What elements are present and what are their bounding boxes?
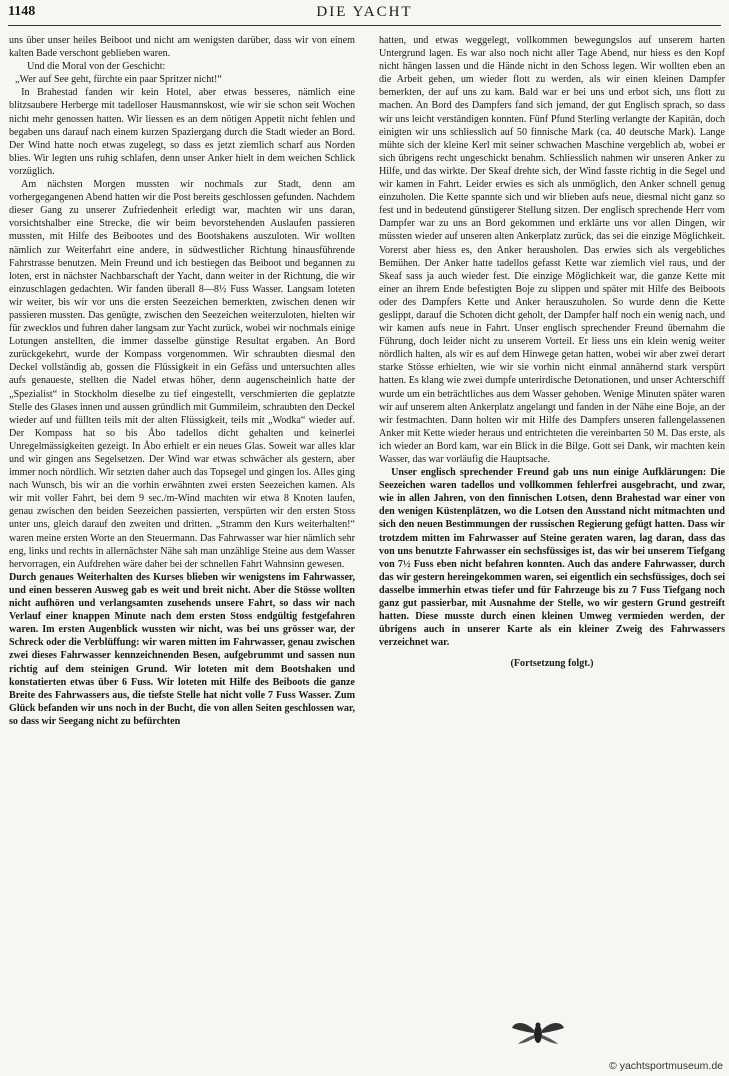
- page-header: [8, 2, 721, 24]
- continuation-note: (Fortsetzung folgt.): [510, 658, 594, 670]
- paragraph: Durch genaues Weiterhalten des Kurses blieben wir wenigstens im Fahrwasser, und einen besseren Ausweg gab es weit und breit nicht. Aber die Stösse wollten nicht aufhören und verlangsamten zusehends unsere Fahrt, so dass wir nach Verlauf einer knappen Minute nach dem ersten Stoss endgültig festgefahren waren. Im ersten Augenblick wussten wir nicht, was bei uns grösser war, der Schreck oder die Verblüffung: wir waren mitten im Fahrwasser, genau zwischen zwei dieses Fahrwasser kennzeichnenden Besen, aufgebrummt und sassen nun richtig auf dem steinigen Grund. Wir loteten mit dem Bootshaken und konstatierten etwas über 6 Fuss. Wir loteten mit Hilfe des Beiboots die ganze Breite des Fahrwassers aus, die tiefste Stelle hat nicht volle 7 Fuss Wasser. Zum Glück befanden wir uns noch in der Bucht, die von allen Seiten geschlossen war, so dass wir Seegang nicht zu befürchten: [9, 571, 355, 727]
- winged-insect-ornament-icon: [510, 1018, 566, 1046]
- paragraph: Am nächsten Morgen mussten wir nochmals zur Stadt, denn am vorhergegangenen Abend hatten wir die Post bereits geschlossen gefunden. Nachdem dieser Gang zu unserer Zufriedenheit erledigt war, machten wir uns daran, vorsichtshalber eine Strecke, die wir beim bevorstehenden Auslaufen passieren mussten, mit Hilfe des Beibootes und des Bootshakens auszuloten. Wir wollten nämlich zur Weiterfahrt eine andere, in südwestlicher Richtung hinausführende Fahrstrasse benutzen. Mein Freund und ich bestiegen das Beiboot und begannen zu loten, erst in nächster Nachbarschaft der Yacht, dann weiter in der Richtung, die wir einzuschlagen gedachten. Wir fanden überall 8—8½ Fuss Wasser. Langsam loteten wir weiter, bis wir vor uns die ersten Seezeichen bemerkten, zwischen denen wir passieren mussten. Das genügte, zwischen den Seezeichen weiterzuloten, hielten wir für zwecklos und fuhren daher langsam zur Yacht zurück, wobei wir nochmals einige Lotungen anstellten, die immer dasselbe günstige Resultat ergaben. An Bord zurückgekehrt, wurde der Kompass vorgenommen. Wir schraubten diesmal den Deckel vollständig ab, gossen die Flüssigkeit in ein Gefäss und untersuchten alles aufs genaueste, stellten die Nadel etwas höher, denn augenscheinlich hatte der „Spezialist“ in Stockholm dieselbe zu tief eingestellt, verschmierten die geplatzte Stelle des Glases innen und aussen gründlich mit Gummileim, schraubten den Deckel wieder auf und füllten teils mit der alten Flüssigkeit, teils mit „Wodka“ wieder auf. Der Kompass hat so bis Åbo tadellos dicht gehalten und keinerlei Unregelmässigkeiten gezeigt. In Åbo erhielt er ein neues Glas. Soweit war alles klar und wir gingen ans Segelsetzen. Der Wind war etwas schwächer als gestern, aber immer noch nördlich. Wir setzten daher auch das Topsegel und gingen los. Alles ging nach Wunsch, bis wir an die vorhin erwähnten zwei ersten Seezeichen kamen. Als wir mit voller Fahrt, bei dem 9 sec./m-Wind machten wir etwa 8 Knoten laufen, genau zwischen den beiden Seezeichen passierten, verspürten wir den ersten Stoss unter uns, gleich darauf den zweiten und dritten. „Stramm den Kurs weiterhalten!“ waren meine ersten Worte an den Steuermann. Das Fahrwasser war hier nämlich sehr eng, links und rechts in allernächster Nähe sah man unzählige Steine aus dem Wasser hervorragen, ein Aufdrehen wäre daher bei der schnellen Fahrt Wahnsinn gewesen.: [9, 179, 355, 570]
- paragraph: Unser englisch sprechender Freund gab uns nun einige Aufklärungen: Die Seezeichen waren tadellos und vollkommen fehlerfrei ausgebracht, und zwar, wie in allen Jahren, von den finnischen Lotsen, denn Brahestad war einer von den wenigen Küstenplätzen, wo die Lotsen den Ausstand nicht mitmachten und sich den neuen Bestimmungen der russischen Regierung gefügt hatten. Dass wir trotzdem mitten im Fahrwasser auf Steine geraten waren, lag daran, dass das von uns benutzte Fahrwasser ein sechsfüssiges ist, das wir bei unserem Tiefgang von 7½ Fuss eben nicht befahren konnten. Auch das andere Fahrwasser, durch das wir gestern hereingekommen waren, sei eigentlich ein sechsfüssiges, doch sei dasselbe immerhin etwas tiefer und für Fahrzeuge bis zu 7 Fuss Tiefgang noch ganz gut passierbar, mit Ausnahme der Stelle, wo wir gestern Grund gestreift hatten. Diese musste durch einen kleinen Umweg vermieden werden, der übrigens auch in unserer Karte als ein kleiner Zweig des Fahrwassers verzeichnet war.: [379, 467, 725, 649]
- paragraph: uns über unser heiles Beiboot und nicht am wenigsten darüber, dass wir von einem kalten Bade verschont geblieben waren.: [9, 35, 355, 60]
- paragraph: hatten, und etwas weggelegt, vollkommen bewegungslos auf unserem harten Untergrund lagen. Es war also noch nicht aller Tage Abend, nur hiess es den Kopf nicht hängen lassen und die Hände nicht in den Schoss legen. Wir wollten eben an die Arbeit gehen, um wieder flott zu werden, als wir einen kleinen Dampfer bemerkten, der auf uns zu kam. Bald war er bei uns und erbot sich, uns flott zu machen. An Bord des Dampfers fand sich jemand, der gut Englisch sprach, so dass wir uns leicht verständigen konnten. Fünf Pfund Sterling verlangte der Kapitän, doch einigten wir uns schliesslich auf 50 finnische Mark (ca. 40 deutsche Mark). Lange mühte sich der kleine Kerl mit seiner schwachen Maschine vergeblich ab, wobei er sich übrigens recht ungeschickt benahm. Schliesslich nahmen wir unseren Anker zu Hilfe, und das wirkte. Der Skeaf drehte sich, der Wind fasste richtig in die Segel und wir kamen in Fahrt. Leider erwies es sich als unmöglich, den Anker schnell genug einzuholen. Die Kette spannte sich und wir blieben aufs neue, diesmal nicht ganz so fest und in bedeutend günstigerer Stellung sitzen. Der englisch sprechende Herr vom Dampfer war zu uns an Bord gekommen und erklärte uns vor allen Dingen, wir müssten wieder auf unseren alten Ankerplatz zurück, das sei die einzige Möglichkeit. Vorerst aber hiess es, den Anker herausholen. Das erwies sich als vergebliches Bemühen. Der Anker hatte tadellos gefasst Kette war ziemlich viel raus, und der Skeaf sass ja auch wieder fest. Die einzige Möglichkeit war, die ganze Kette mit einer an ihrem Ende befestigten Boje zu slippen und später mit Hilfe des Beiboots oder des Dampfers Kette und Anker herauszuholen. So wurde denn die Kette geslippt, darauf die Schoten dicht geholt, der Dampfer half noch ein wenig nach, und wir kamen aufs neue in Fahrt. Unser englisch sprechender Freund übernahm die Führung, doch leider nicht zu unserem Vorteil. Er liess uns ein klein wenig weiter nördlich halten, als wir es auf dem Hinwege getan hatten, wobei wir aber zwei derart starke Stösse erhielten, wie wir sie vorhin nicht einmal annähernd stark verspürt hatten. Es klang wie zwei dumpfe unterirdische Detonationen, und unser Achterschiff wurde um ein beträchtliches aus dem Wasser gehoben. Wenige Minuten später waren wir auf unserem alten Ankerplatz angelangt und fanden in der Nähe eine Boje, an der wir festmachten. Dann holten wir mit Hilfe des Dampfers unseren fallengelassenen Anker mit Kette wieder heraus und entrichteten die vereinbarten 50 M. Das erste, als ich wieder an Bord kam, war ein Blick in die Bilge. Gott sei Dank, wir machten kein Wasser, das war vorläufig die Hauptsache.: [379, 35, 725, 465]
- running-title: DIE YACHT: [316, 4, 413, 20]
- left-column: [9, 34, 355, 728]
- paragraph: Und die Moral von der Geschicht:: [27, 61, 166, 73]
- paragraph: In Brahestad fanden wir kein Hotel, aber etwas besseres, nämlich eine blitzsaubere Herberge mit tadelloser Hausmannskost, wie wir sie schon seit Wochen nicht mehr genossen hatten. Wir liessen es an dem nötigen Appetit nicht fehlen und begaben uns darauf nach einem kurzen Spaziergang durch die Stadt wieder an Bord. Der Wind hatte noch etwas zugelegt, so dass es jetzt ziemlich scharf aus Norden blies. Wir legten uns ruhig schlafen, denn unser Anker hielt in dem weichen Schlick vorzüglich.: [9, 87, 355, 177]
- copyright-credit: © yachtsportmuseum.de: [609, 1060, 723, 1072]
- quote-line: „Wer auf See geht, fürchte ein paar Spritzer nicht!“: [15, 74, 222, 86]
- page-number: 1148: [8, 4, 36, 19]
- right-column: [379, 34, 725, 671]
- header-rule: [8, 25, 721, 26]
